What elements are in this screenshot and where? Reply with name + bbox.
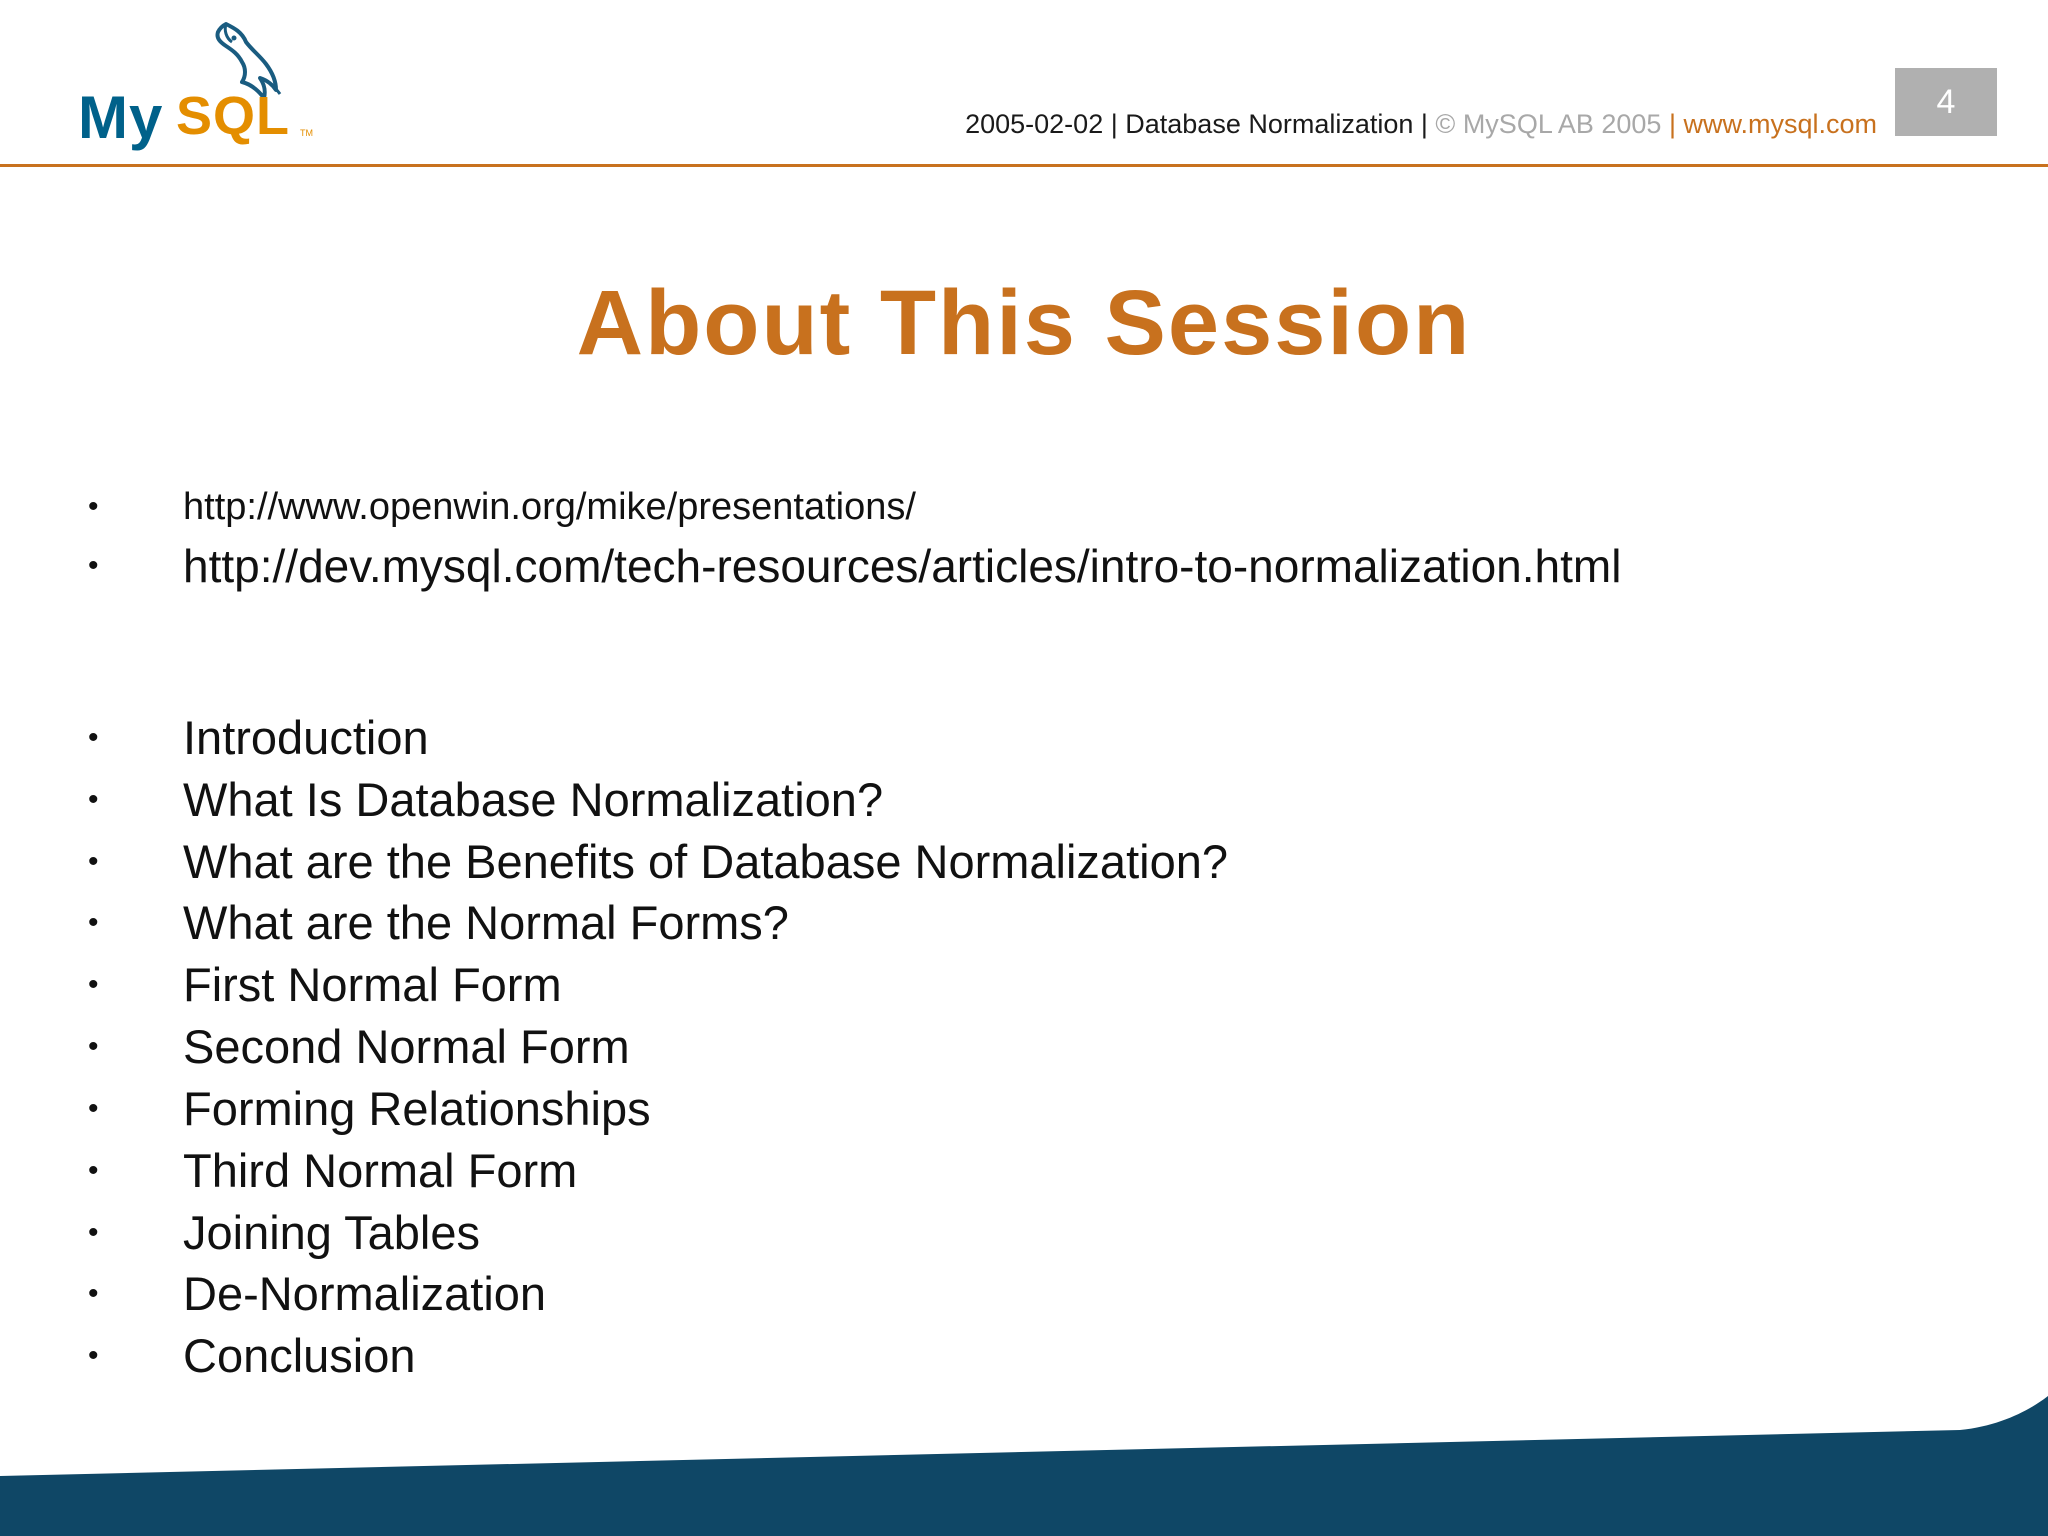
mysql-logo: [76, 20, 326, 155]
bullet-dot: •: [88, 721, 99, 754]
header-meta: [965, 106, 1877, 142]
bullet-dot: •: [88, 968, 99, 1001]
topic-label: De-Normalization: [183, 1267, 547, 1320]
topic-label: Introduction: [183, 711, 429, 764]
topic-label: Conclusion: [183, 1329, 416, 1382]
topic-label: Second Normal Form: [183, 1020, 630, 1073]
bullet-dot: •: [88, 1154, 99, 1187]
slide-title: About This Session: [576, 272, 1472, 374]
bullet-dot: •: [88, 783, 99, 816]
bullet-dot: •: [88, 549, 99, 582]
svg-text:SQL: SQL: [176, 86, 291, 146]
topic-label: What are the Normal Forms?: [183, 896, 789, 949]
header-divider: [0, 164, 2048, 167]
header-topic: Database Normalization: [1125, 109, 1414, 139]
bullet-dot: •: [88, 906, 99, 939]
svg-text:My: My: [78, 84, 164, 151]
bullet-dot: •: [88, 1216, 99, 1249]
header-date: 2005-02-02: [965, 109, 1104, 139]
bullet-dot: •: [88, 1030, 99, 1063]
topic-label: First Normal Form: [183, 958, 562, 1011]
topic-label: Joining Tables: [183, 1206, 481, 1259]
topic-label: What are the Benefits of Database Normalization?: [183, 835, 1228, 888]
header-separator: |: [1103, 109, 1126, 139]
header-copyright: © MySQL AB 2005: [1435, 109, 1662, 139]
bullet-dot: •: [88, 1277, 99, 1310]
reference-link[interactable]: http://dev.mysql.com/tech-resources/articles/intro-to-normalization.html: [183, 540, 1622, 592]
page-number: 4: [1895, 68, 1997, 136]
bullet-dot: •: [88, 490, 99, 523]
svg-text:TM: TM: [300, 128, 313, 138]
bullet-dot: •: [88, 1092, 99, 1125]
header-separator: |: [1661, 109, 1684, 139]
footer-wave: [0, 1390, 2048, 1536]
bullet-dot: •: [88, 1339, 99, 1372]
bullet-dot: •: [88, 845, 99, 878]
header-separator: |: [1413, 109, 1436, 139]
dolphin-icon: [76, 20, 326, 155]
topic-label: Third Normal Form: [183, 1144, 578, 1197]
topic-label: Forming Relationships: [183, 1082, 651, 1135]
topic-label: What Is Database Normalization?: [183, 773, 884, 826]
header-website-link[interactable]: www.mysql.com: [1683, 109, 1877, 139]
reference-link[interactable]: http://www.openwin.org/mike/presentations/: [183, 486, 916, 528]
